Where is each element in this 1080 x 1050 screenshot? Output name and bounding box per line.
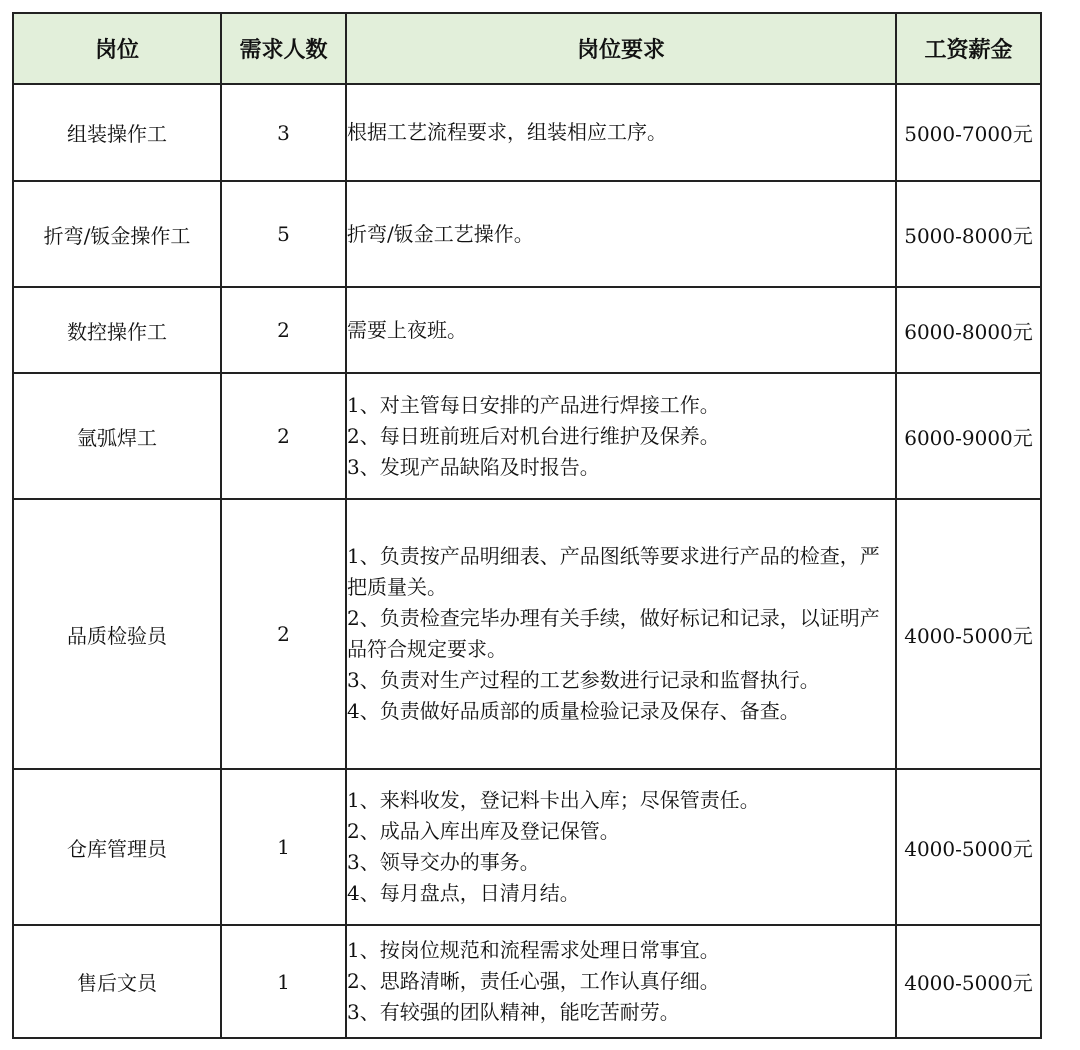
requirement-line: 3、负责对生产过程的工艺参数进行记录和监督执行。: [347, 668, 820, 692]
table-row: [13, 499, 1041, 769]
count-cell: 1: [221, 769, 346, 925]
table-row: [13, 373, 1041, 499]
header-salary: 工资薪金: [896, 13, 1041, 84]
requirements-cell: [346, 769, 896, 925]
salary-cell: 6000-8000元: [896, 287, 1041, 373]
requirement-line: 1、来料收发，登记料卡出入库；尽保管责任。: [347, 788, 760, 812]
requirements-cell: [346, 84, 896, 181]
requirements-cell: [346, 499, 896, 769]
salary-cell: 4000-5000元: [896, 769, 1041, 925]
position-cell: 折弯/钣金操作工: [13, 181, 221, 287]
requirement-line: 2、成品入库出库及登记保管。: [347, 819, 620, 843]
table-row: [13, 769, 1041, 925]
requirements-cell: [346, 925, 896, 1038]
requirement-line: 1、对主管每日安排的产品进行焊接工作。: [347, 392, 720, 417]
table-row: [13, 925, 1041, 1038]
header-position: 岗位: [13, 13, 221, 84]
requirement-line: 2、每日班前班后对机台进行维护及保养。: [347, 423, 720, 448]
position-cell: 品质检验员: [13, 499, 221, 769]
requirement-line: 4、负责做好品质部的质量检验记录及保存、备查。: [347, 699, 800, 723]
requirement-line: 4、每月盘点，日清月结。: [347, 881, 580, 905]
salary-cell: 4000-5000元: [896, 499, 1041, 769]
requirement-line: 2、思路清晰，责任心强，工作认真仔细。: [347, 969, 720, 993]
header-row: [13, 13, 1041, 84]
salary-cell: 5000-8000元: [896, 181, 1041, 287]
position-cell: 数控操作工: [13, 287, 221, 373]
position-cell: 售后文员: [13, 925, 221, 1038]
count-cell: 1: [221, 925, 346, 1038]
requirements-cell: [346, 181, 896, 287]
count-cell: 5: [221, 181, 346, 287]
table-row: [13, 181, 1041, 287]
position-cell: 氩弧焊工: [13, 373, 221, 499]
requirement-line: 3、发现产品缺陷及时报告。: [347, 454, 600, 479]
position-cell: 组装操作工: [13, 84, 221, 181]
salary-cell: 6000-9000元: [896, 373, 1041, 499]
count-cell: 2: [221, 287, 346, 373]
count-cell: 2: [221, 373, 346, 499]
count-cell: 2: [221, 499, 346, 769]
table-row: [13, 84, 1041, 181]
salary-cell: 4000-5000元: [896, 925, 1041, 1038]
position-cell: 仓库管理员: [13, 769, 221, 925]
salary-cell: 5000-7000元: [896, 84, 1041, 181]
header-count: 需求人数: [221, 13, 346, 84]
requirement-line: 2、负责检查完毕办理有关手续，做好标记和记录，以证明产品符合规定要求。: [347, 606, 880, 661]
count-cell: 3: [221, 84, 346, 181]
requirement-line: 根据工艺流程要求，组装相应工序。: [347, 120, 667, 144]
requirement-line: 1、负责按产品明细表、产品图纸等要求进行产品的检查，严把质量关。: [347, 544, 880, 599]
requirement-line: 1、按岗位规范和流程需求处理日常事宜。: [347, 938, 720, 962]
table-row: [13, 287, 1041, 373]
requirement-line: 折弯/钣金工艺操作。: [347, 221, 534, 246]
requirements-cell: [346, 373, 896, 499]
requirement-line: 需要上夜班。: [347, 317, 467, 342]
job-table: [12, 12, 1042, 1039]
requirements-cell: [346, 287, 896, 373]
requirement-line: 3、领导交办的事务。: [347, 850, 540, 874]
requirement-line: 3、有较强的团队精神，能吃苦耐劳。: [347, 1000, 680, 1024]
header-requirements: 岗位要求: [346, 13, 896, 84]
